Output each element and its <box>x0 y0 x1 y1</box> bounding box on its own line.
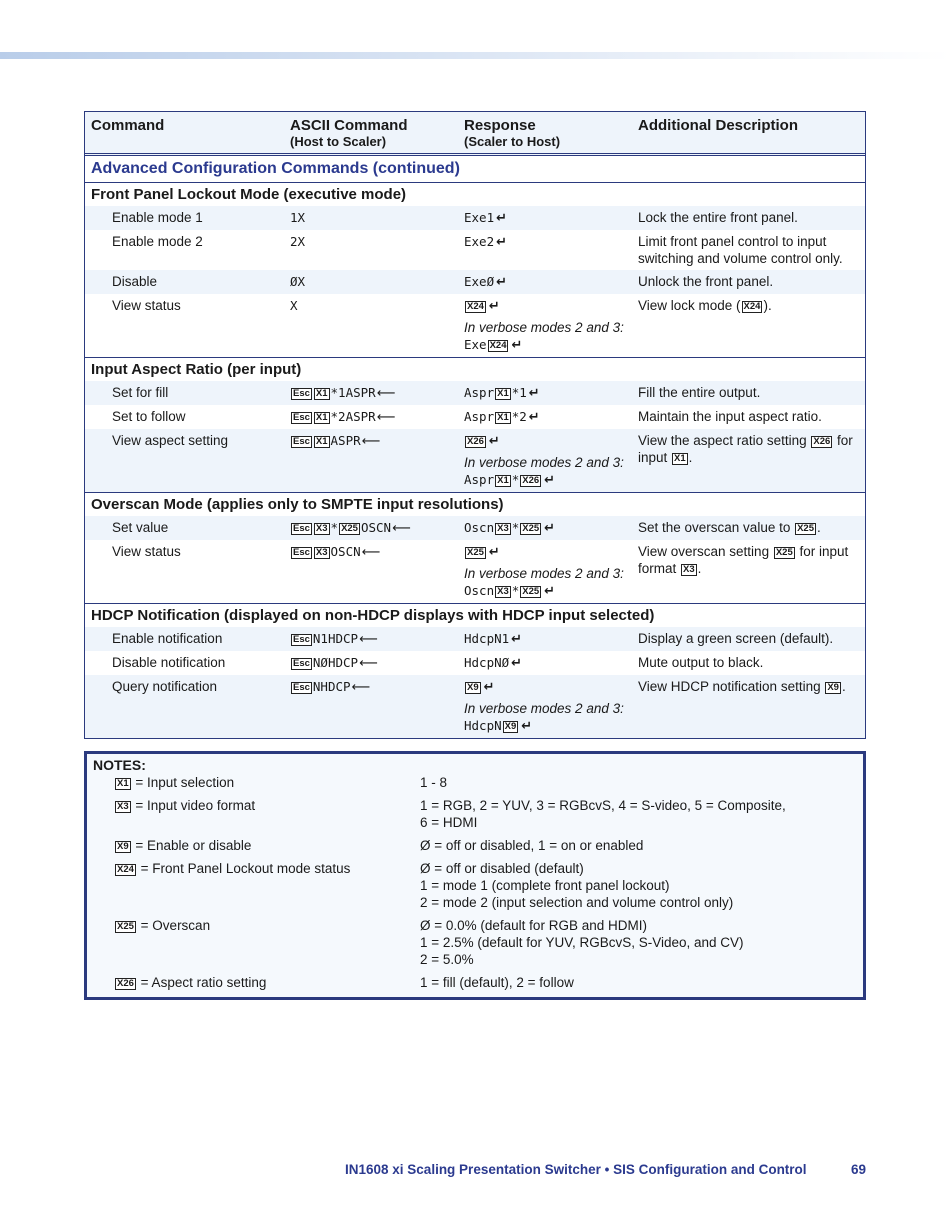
esc-box: Esc <box>293 634 310 645</box>
ascii-command: Esc X1 *2ASPR⟵ <box>293 409 396 425</box>
response: Exe1 ↵ <box>464 210 508 226</box>
group-front-panel-lockout <box>85 183 865 358</box>
return-icon: ↵ <box>544 521 556 536</box>
note-value: Ø = off or disabled (default) 1 = mode 1 (complete front panel lockout) 2 = mode 2 (input selection and volume control only) <box>420 861 734 910</box>
arrow-left-icon: ⟵ <box>376 386 396 401</box>
group-title: Front Panel Lockout Mode (executive mode) <box>91 186 407 203</box>
verbose-label: In verbose modes 2 and 3: <box>464 701 624 716</box>
return-icon: ↵ <box>488 434 500 449</box>
notes-title: NOTES: <box>93 757 146 773</box>
response: HdcpN1 ↵ <box>464 631 523 647</box>
return-icon: ↵ <box>544 473 556 488</box>
return-icon: ↵ <box>496 211 508 226</box>
table-row <box>85 540 865 603</box>
return-icon: ↵ <box>511 632 523 647</box>
x1-box: X1 <box>674 453 686 464</box>
ascii-command: Esc N1HDCP⟵ <box>293 631 378 647</box>
arrow-left-icon: ⟵ <box>361 545 381 560</box>
ascii-command: X <box>290 298 298 313</box>
response: Oscn X3 * X25 ↵ <box>464 520 556 536</box>
footer-title: IN1608 xi Scaling Presentation Switcher • SIS Configuration and Control <box>345 1162 807 1177</box>
x25-box: X25 <box>467 547 484 558</box>
command-name: Set to follow <box>112 409 186 424</box>
col-ascii-sub: (Host to Scaler) <box>290 134 387 149</box>
description: Lock the entire front panel. <box>638 210 798 225</box>
note-value: 1 - 8 <box>420 775 448 790</box>
x3-box: X3 <box>497 523 509 534</box>
esc-box: Esc <box>293 547 310 558</box>
x26-box: X26 <box>467 436 484 447</box>
response: Aspr X1 *1 ↵ <box>464 385 540 401</box>
verbose-label: In verbose modes 2 and 3: <box>464 566 624 581</box>
response: X9 ↵ In verbose modes 2 and 3: HdcpN X9 ↵ <box>458 675 632 738</box>
ascii-command: ØX <box>290 274 306 289</box>
table-row <box>85 405 865 429</box>
return-icon: ↵ <box>521 719 533 734</box>
arrow-left-icon: ⟵ <box>359 632 378 647</box>
x9-box: X9 <box>504 721 517 732</box>
arrow-left-icon: ⟵ <box>376 410 396 425</box>
verbose-label: In verbose modes 2 and 3: <box>464 320 624 335</box>
table-row <box>85 675 865 738</box>
command-name: Disable <box>112 274 158 289</box>
ascii-command: Esc NØHDCP⟵ <box>293 655 378 671</box>
description: View the aspect ratio setting X26 for input X1 . <box>638 433 853 465</box>
x25-box: X25 <box>775 547 793 558</box>
command-name: Enable mode 2 <box>112 234 203 249</box>
description: View lock mode ( X24 ). <box>638 298 772 313</box>
x1-box: X1 <box>315 412 328 423</box>
ascii-command: Esc X3 * X25 OSCN⟵ <box>293 520 411 536</box>
group-hdcp-notification <box>85 604 865 738</box>
command-name: Disable notification <box>112 655 226 670</box>
esc-box: Esc <box>293 436 310 447</box>
page-number: 69 <box>850 1162 866 1177</box>
x26-box: X26 <box>813 436 831 447</box>
command-name: Enable notification <box>112 631 223 646</box>
x25-box: X25 <box>522 586 540 597</box>
x3-box: X3 <box>315 547 328 558</box>
return-icon: ↵ <box>528 410 540 425</box>
table-row <box>85 627 865 651</box>
x3-box: X3 <box>315 523 328 534</box>
x1-box: X1 <box>497 412 509 423</box>
ascii-command: Esc X3 OSCN⟵ <box>293 544 381 560</box>
command-table <box>84 111 866 739</box>
description: Fill the entire output. <box>638 385 761 400</box>
note-row: X26 = Aspect ratio setting 1 = fill (default), 2 = follow <box>93 974 857 991</box>
description: View overscan setting X25 for input format X3 . <box>638 544 849 576</box>
command-name: Enable mode 1 <box>112 210 203 225</box>
description: Display a green screen (default). <box>638 631 834 646</box>
description: Unlock the front panel. <box>638 274 774 289</box>
col-ascii: ASCII Command <box>290 117 408 134</box>
x25-box: X25 <box>341 523 358 534</box>
response: HdcpNØ ↵ <box>464 655 523 671</box>
group-overscan-mode <box>85 493 865 604</box>
ascii-command: Esc X1 *1ASPR⟵ <box>293 385 396 401</box>
esc-box: Esc <box>293 658 310 669</box>
command-name: View status <box>112 544 181 559</box>
command-name: View status <box>112 298 181 313</box>
return-icon: ↵ <box>483 680 495 695</box>
x9-box: X9 <box>117 841 129 852</box>
col-description: Additional Description <box>638 117 799 134</box>
return-icon: ↵ <box>528 386 540 401</box>
section-title: Advanced Configuration Commands (continued) <box>85 156 865 183</box>
table-row <box>85 429 865 492</box>
return-icon: ↵ <box>511 656 523 671</box>
table-row <box>85 516 865 540</box>
response: Exe2 ↵ <box>464 234 508 250</box>
group-title: Overscan Mode (applies only to SMPTE input resolutions) <box>91 496 504 513</box>
note-value: Ø = off or disabled, 1 = on or enabled <box>420 838 644 853</box>
table-row <box>85 270 865 294</box>
x3-box: X3 <box>683 564 695 575</box>
x1-box: X1 <box>315 436 328 447</box>
esc-box: Esc <box>293 388 310 399</box>
command-name: View aspect setting <box>112 433 229 448</box>
x9-box: X9 <box>467 682 479 693</box>
x1-box: X1 <box>117 778 129 789</box>
description: Maintain the input aspect ratio. <box>638 409 822 424</box>
x25-box: X25 <box>797 523 814 534</box>
group-title: HDCP Notification (displayed on non-HDCP displays with HDCP input selected) <box>91 607 655 624</box>
esc-box: Esc <box>293 682 310 693</box>
response: X24 ↵ In verbose modes 2 and 3: Exe X24 ↵ <box>458 294 632 357</box>
note-row: X9 = Enable or disable Ø = off or disabled, 1 = on or enabled <box>93 837 857 854</box>
group-input-aspect-ratio <box>85 358 865 493</box>
header-gradient-bar <box>0 52 950 59</box>
table-row <box>85 230 865 270</box>
x1-box: X1 <box>315 388 328 399</box>
return-icon: ↵ <box>511 338 523 353</box>
x25-box: X25 <box>522 523 540 534</box>
arrow-left-icon: ⟵ <box>392 521 411 536</box>
ascii-command: Esc NHDCP⟵ <box>293 679 371 695</box>
description: Set the overscan value to X25 . <box>638 520 821 535</box>
x1-box: X1 <box>497 388 509 399</box>
response: X26 ↵ In verbose modes 2 and 3: Aspr X1 * X26 ↵ <box>458 429 632 492</box>
verbose-label: In verbose modes 2 and 3: <box>464 455 624 470</box>
table-header <box>85 112 865 156</box>
col-response: Response <box>464 117 536 134</box>
return-icon: ↵ <box>544 584 556 599</box>
command-name: Query notification <box>112 679 218 694</box>
col-response-sub: (Scaler to Host) <box>464 134 561 149</box>
ascii-command: 1X <box>290 210 306 225</box>
x9-box: X9 <box>827 682 839 693</box>
command-name: Set for fill <box>112 385 169 400</box>
return-icon: ↵ <box>496 235 508 250</box>
esc-box: Esc <box>293 523 310 534</box>
note-value: 1 = RGB, 2 = YUV, 3 = RGBcvS, 4 = S-video, 5 = Composite, 6 = HDMI <box>420 798 786 830</box>
esc-box: Esc <box>293 412 310 423</box>
note-value: 1 = fill (default), 2 = follow <box>420 975 574 990</box>
return-icon: ↵ <box>488 545 500 560</box>
group-title: Input Aspect Ratio (per input) <box>91 361 302 378</box>
response: Aspr X1 *2 ↵ <box>464 409 540 425</box>
table-row <box>85 206 865 230</box>
response: X25 ↵ In verbose modes 2 and 3: Oscn X3 * X25 ↵ <box>458 540 632 603</box>
response: ExeØ ↵ <box>464 274 508 290</box>
page-footer <box>345 1162 866 1177</box>
note-row: X24 = Front Panel Lockout mode status Ø = off or disabled (default) 1 = mode 1 (complete front panel lockout) 2 = mode 2 (input selection and volume control only) <box>93 860 857 911</box>
x24-box: X24 <box>467 301 484 312</box>
description: Mute output to black. <box>638 655 764 670</box>
arrow-left-icon: ⟵ <box>351 680 371 695</box>
x3-box: X3 <box>117 801 129 812</box>
table-row <box>85 651 865 675</box>
x25-box: X25 <box>117 921 134 932</box>
x24-box: X24 <box>743 301 761 312</box>
table-row <box>85 381 865 405</box>
x26-box: X26 <box>522 475 540 486</box>
return-icon: ↵ <box>496 275 508 290</box>
x24-box: X24 <box>489 340 507 351</box>
note-row: X25 = Overscan Ø = 0.0% (default for RGB and HDMI) 1 = 2.5% (default for YUV, RGBcvS, S-Video, and CV) 2 = 5.0% <box>93 917 857 968</box>
x24-box: X24 <box>117 864 134 875</box>
arrow-left-icon: ⟵ <box>361 434 381 449</box>
description: Limit front panel control to input switching and volume control only. <box>638 234 843 266</box>
notes-box <box>84 751 866 1000</box>
table-row <box>85 294 865 357</box>
arrow-left-icon: ⟵ <box>359 656 378 671</box>
col-command: Command <box>91 117 165 134</box>
note-value: Ø = 0.0% (default for RGB and HDMI) 1 = 2.5% (default for YUV, RGBcvS, S-Video, and CV) 2 = 5.0% <box>420 918 744 967</box>
x26-box: X26 <box>117 978 134 989</box>
description: View HDCP notification setting X9 . <box>638 679 846 694</box>
note-row: X1 = Input selection 1 - 8 <box>93 774 857 791</box>
ascii-command: Esc X1 ASPR⟵ <box>293 433 381 449</box>
command-name: Set value <box>112 520 169 535</box>
x3-box: X3 <box>497 586 509 597</box>
ascii-command: 2X <box>290 234 306 249</box>
return-icon: ↵ <box>488 299 500 314</box>
x1-box: X1 <box>497 475 509 486</box>
note-row: X3 = Input video format 1 = RGB, 2 = YUV, 3 = RGBcvS, 4 = S-video, 5 = Composite, 6 = HDMI <box>93 797 857 831</box>
